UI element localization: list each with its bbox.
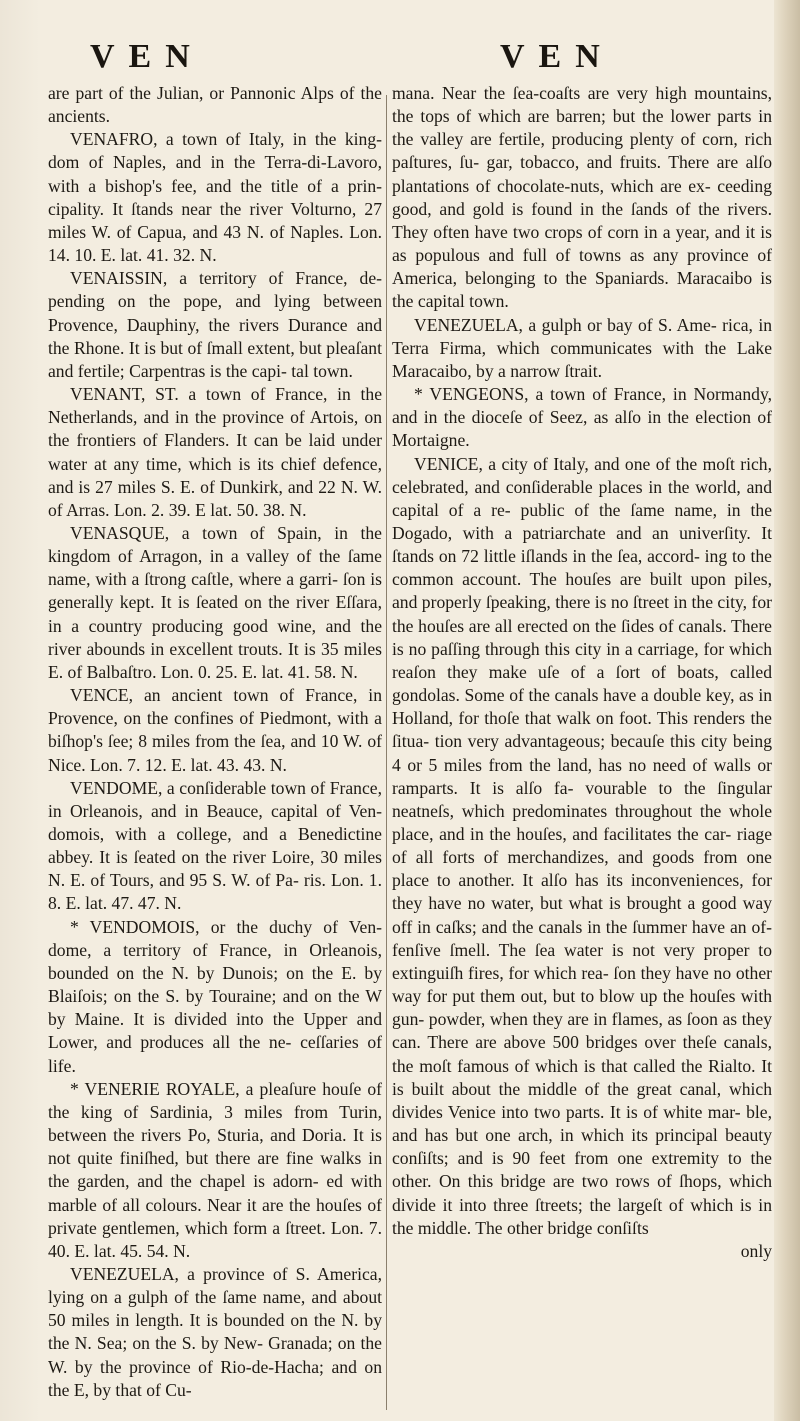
entry-venaissin: VENAISSIN, a territory of France, de- pending on the pope, and lying between Provence, Dauphiny, the rivers Durance and the Rhone. It is but of ſmall extent, but pleaſant and fertile; Carpentras is the capi- tal town. — [48, 268, 382, 381]
running-head-left: VEN — [90, 38, 204, 75]
entry-venezuela-gulph: VENEZUELA, a gulph or bay of S. Ame- rica, in Terra Firma, which communicates with the Lake Maracaibo, by a narrow ſtrait. — [392, 314, 772, 381]
catchword: only — [740, 1240, 772, 1261]
entry-venezuela-province: VENEZUELA, a province of S. America, lying on a gulph of the ſame name, and about 50 miles in length. It is bounded on the N. by the N. Sea; on the S. by New- Granada; on the W. by the province of Rio-de-Hacha; and on the E, by that of Cu- — [48, 1263, 382, 1400]
paragraph-continuation: mana. Near the ſea-coaſts are very high mountains, the tops of which are barren; but the lower parts in the valley are fertile, producing plenty of corn, rich paſtures, ſu- gar, tobacco, and fruits. There are alſo plantations of chocolate-nuts, which are ex- ceeding good, and gold is found in the ſands of the rivers. They often have two crops of corn in a year, and it is as populous and full of towns as any province of America, belonging to the Spaniards. Maracaibo is the capital town. — [392, 83, 772, 312]
entry-venafro: VENAFRO, a town of Italy, in the king- dom of Naples, and in the Terra-di-Lavoro, with a bishop's fee, and the title of a prin- cipality. It ſtands near the river Volturno, 27 miles W. of Capua, and 43 N. of Naples. Lon. 14. 10. E. lat. 41. 32. N. — [48, 129, 382, 266]
entry-venerie-royale: * VENERIE ROYALE, a pleaſure houſe of the king of Sardinia, 3 miles from Turin, between the rivers Po, Sturia, and Doria. It is not quite finiſhed, but there are fine walks in the garden, and the chapel is adorn- ed with marble of all colours. Near it are the houſes of private gentlemen, which form a ſtreet. Lon. 7. 40. E. lat. 45. 54. N. — [48, 1078, 382, 1261]
entry-venice: VENICE, a city of Italy, and one of the moſt rich, celebrated, and conſiderable places in the world, and capital of a re- public of the ſame name, in the Dogado, with a patriarchate and an univerſity. It ſtands on 72 little iſlands in the ſea, accord- ing to the common account. The houſes are built upon piles, and properly ſpeaking, there is no ſtreet in the city, for the houſes are all erected on the ſides of canals. There is no paſſing through this city in a carriage, for which reaſon they make uſe of a ſort of boats, called gondolas. Some of the canals have a double key, as in Holland, for thoſe that walk on foot. This renders the ſitua- tion very advantageous; becauſe this city being 4 or 5 miles from the land, has no need of walls or ramparts. It is alſo fa- vourable to the ſingular neatneſs, which predominates throughout the whole place, and in the houſes, and facilitates the car- riage of all forts of merchandizes, and goods from one place to another. It alſo has its inconveniences, for they have no water, but what is brought a good way off in caſks; and the canals in the ſummer have an of- fenſive ſmell. The ſea water is not very proper to extinguiſh fires, for which rea- ſon they have no other way for put them out, but to blow up the houſes with gun- powder, when they are in flames, as ſoon as they can. There are above 500 bridges over theſe canals, the moſt famous of which is that called the Rialto. It is built about the middle of the great canal, which divides Venice into two parts. It is of white mar- ble, and has but one arch, in which its principal beauty conſiſts; and is 90 feet from one extremity to the other. On this bridge are two rows of ſhops, which divide it into three ſtreets; the largeſt of which is in the middle. The other bridge conſiſts — [392, 453, 772, 1238]
entry-vendome: VENDOME, a conſiderable town of France, in Orleanois, and in Beauce, capital of Ven- domois, with a college, and a Benedictine abbey. It is ſeated on the river Loire, 30 miles N. E. of Tours, and 95 S. W. of Pa- ris. Lon. 1. 8. E. lat. 47. 47. N. — [48, 777, 382, 914]
column-divider — [386, 95, 387, 1410]
entry-vence: VENCE, an ancient town of France, in Provence, on the confines of Piedmont, with a biſhop's ſee; 8 miles from the ſea, and 10 W. of Nice. Lon. 7. 12. E. lat. 43. 43. N. — [48, 685, 382, 775]
entry-vendomois: * VENDOMOIS, or the duchy of Ven- dome, a territory of France, in Orleanois, bounded on the N. by Dunois; on the E. by Blaiſois; on the S. by Touraine; and on the W by Maine. It is divided into the Upper and Lower, and produces all the ne- ceſſaries of life. — [48, 916, 382, 1076]
paragraph-continuation: are part of the Julian, or Pannonic Alps of the ancients. — [48, 83, 382, 127]
left-column — [48, 82, 382, 1402]
page-edge — [774, 0, 800, 1421]
right-column — [392, 82, 772, 1263]
running-head-right: VEN — [500, 38, 614, 75]
entry-venasque: VENASQUE, a town of Spain, in the kingdom of Arragon, in a valley of the ſame name, with a ſtrong caſtle, where a garri- ſon is generally kept. It is ſeated on the river Eſſara, in a country producing good wine, and the river abounds in excellent trouts. It is 35 miles E. of Balbaſtro. Lon. 0. 25. E. lat. 41. 58. N. — [48, 522, 382, 682]
entry-venant: VENANT, ST. a town of France, in the Netherlands, and in the province of Artois, on the frontiers of Flanders. It can be laid under water at any time, which is its chief defence, and is 27 miles S. E. of Dunkirk, and 22 N. W. of Arras. Lon. 2. 39. E lat. 50. 38. N. — [48, 384, 382, 520]
entry-vengeons: * VENGEONS, a town of France, in Normandy, and in the dioceſe of Seez, as alſo in the election of Mortaigne. — [392, 384, 772, 451]
